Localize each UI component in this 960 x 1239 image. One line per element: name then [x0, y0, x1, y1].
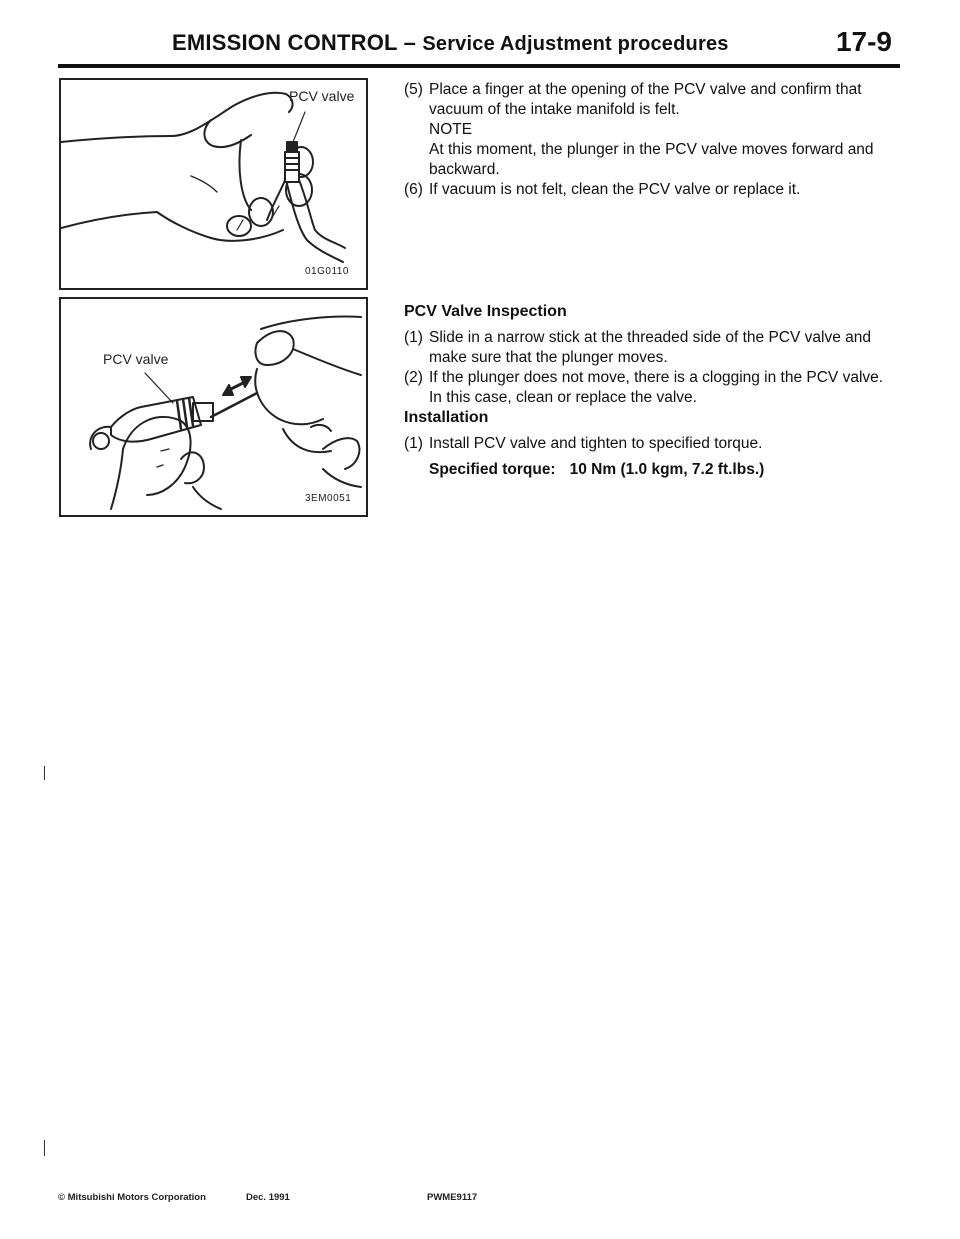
page-title: [172, 30, 729, 56]
figure-2-code: 3EM0051: [305, 493, 352, 504]
note-text: At this moment, the plunger in the PCV valve moves forward and backward.: [429, 141, 874, 178]
subsection-title: Service Adjustment procedures: [422, 33, 729, 55]
installation-step-1-number: (1): [404, 435, 423, 452]
page-number: 17-9: [835, 26, 892, 57]
title-separator: –: [403, 30, 417, 55]
vacuum-check-section: [404, 80, 884, 200]
installation-step-1-text: Install PCV valve and tighten to specified torque.: [429, 435, 763, 452]
figure-1-label: PCV valve: [289, 88, 355, 104]
scan-mark: [44, 766, 45, 780]
inspection-step-2: [404, 368, 884, 408]
stick-in-valve-illustration: [61, 299, 366, 515]
footer-copyright: © Mitsubishi Motors Corporation: [58, 1192, 206, 1203]
figure-stick-inspection: [59, 297, 368, 517]
inspection-heading: PCV Valve Inspection: [404, 303, 567, 320]
inspection-step-2-text: If the plunger does not move, there is a clogging in the PCV valve. In this case, clean or replace the valve.: [429, 369, 884, 406]
inspection-step-2-number: (2): [404, 369, 423, 386]
specified-torque: [404, 460, 884, 480]
torque-label: Specified torque:: [429, 461, 556, 478]
installation-step-1: [404, 434, 884, 454]
figure-1-code: 01G0110: [305, 266, 349, 277]
step-6: [404, 180, 884, 200]
step-6-number: (6): [404, 181, 423, 198]
section-title: EMISSION CONTROL: [172, 30, 398, 55]
inspection-step-1-number: (1): [404, 329, 423, 346]
note-label: NOTE: [429, 121, 473, 138]
inspection-section: [404, 302, 884, 408]
header-divider: [58, 64, 900, 68]
figure-finger-on-valve: [59, 78, 368, 290]
installation-section: [404, 408, 884, 480]
footer-date: Dec. 1991: [246, 1192, 290, 1203]
step-6-text: If vacuum is not felt, clean the PCV valve or replace it.: [429, 181, 801, 198]
step-5: [404, 80, 884, 120]
step-5-text: Place a finger at the opening of the PCV valve and confirm that vacuum of the intake manifold is felt.: [429, 81, 862, 118]
torque-value: 10 Nm (1.0 kgm, 7.2 ft.lbs.): [569, 461, 765, 478]
step-5-number: (5): [404, 81, 423, 98]
scan-mark: [44, 1140, 45, 1156]
inspection-step-1-text: Slide in a narrow stick at the threaded side of the PCV valve and make sure that the plunger moves.: [429, 329, 871, 366]
inspection-step-1: [404, 328, 884, 368]
hand-on-valve-illustration: [61, 80, 366, 288]
footer-code: PWME9117: [427, 1192, 478, 1203]
installation-heading: Installation: [404, 409, 489, 426]
figure-2-label: PCV valve: [103, 351, 169, 367]
